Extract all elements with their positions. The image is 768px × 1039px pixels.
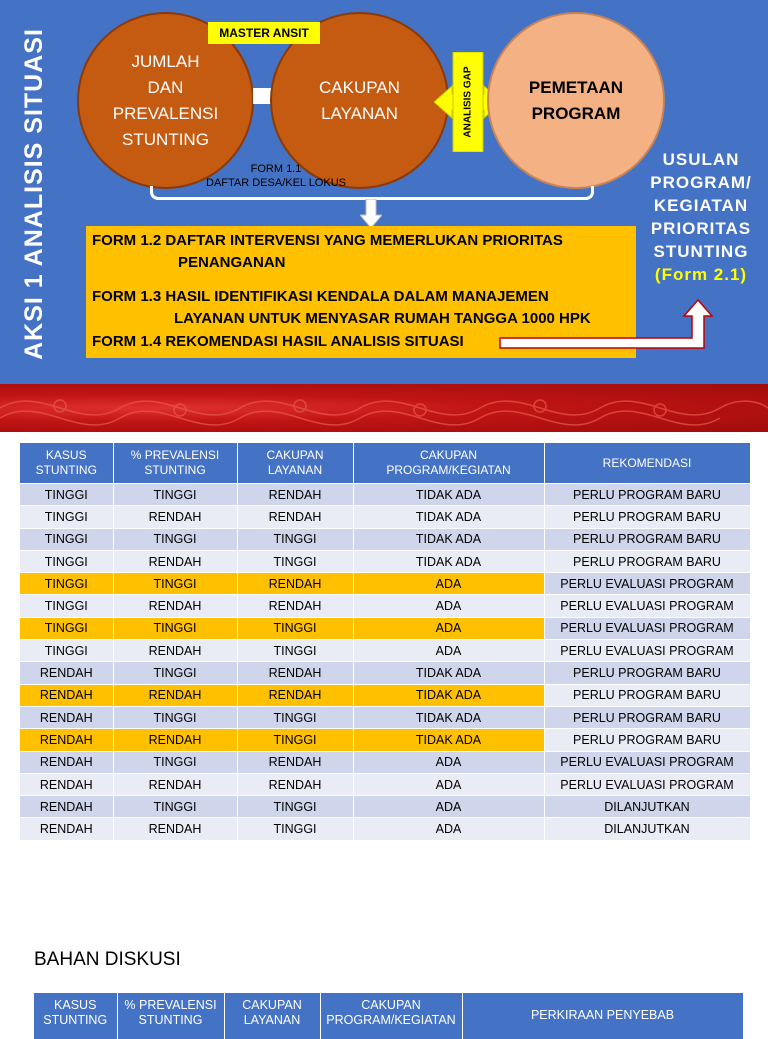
table-cell-kasus: TINGGI [20,640,113,662]
table-cell-kasus: TINGGI [20,484,113,506]
table-cell-kasus: RENDAH [20,751,113,773]
table-cell-kasus: RENDAH [20,706,113,728]
table-row [20,573,750,595]
table-cell-kasus: TINGGI [20,617,113,639]
table1-header-kasus: KASUS STUNTING [20,443,113,484]
table2-header-cakupan-layanan: CAKUPAN LAYANAN [224,993,320,1039]
table-row [20,729,750,751]
table-cell-cakupan-program: TIDAK ADA [353,706,544,728]
table-row [20,484,750,506]
master-ansit-label: MASTER ANSIT [208,22,320,44]
table-cell-kasus: TINGGI [20,595,113,617]
table2-header-penyebab: PERKIRAAN PENYEBAB [462,993,743,1039]
table-cell-rekomendasi: PERLU EVALUASI PROGRAM [544,751,750,773]
table-cell-prevalensi: RENDAH [113,640,237,662]
table-cell-prevalensi: TINGGI [113,528,237,550]
form13-line1: FORM 1.3 HASIL IDENTIFIKASI KENDALA DALAM MANAJEMEN [92,288,549,305]
usulan-form-ref: (Form 2.1) [654,265,748,284]
table-cell-cakupan-layanan: TINGGI [237,729,353,751]
circle-jumlah-label: JUMLAH DAN PREVALENSI STUNTING [112,51,219,149]
table-cell-cakupan-layanan: TINGGI [237,640,353,662]
table-cell-cakupan-program: ADA [353,796,544,818]
usulan-program-label [640,148,762,286]
table-cell-cakupan-program: TIDAK ADA [353,506,544,528]
table-cell-prevalensi: TINGGI [113,706,237,728]
table-cell-prevalensi: TINGGI [113,617,237,639]
table-cell-prevalensi: TINGGI [113,751,237,773]
table-row [20,528,750,550]
table-row [20,796,750,818]
table-cell-cakupan-program: ADA [353,640,544,662]
table-cell-kasus: RENDAH [20,662,113,684]
table-row [20,640,750,662]
side-title: AKSI 1 ANALISIS SITUASI [20,28,48,360]
table2-header-kasus: KASUS STUNTING [34,993,117,1039]
table-cell-kasus: RENDAH [20,796,113,818]
table-row [20,595,750,617]
table-row [20,751,750,773]
form11-subtitle: DAFTAR DESA/KEL LOKUS [206,177,346,189]
table-cell-prevalensi: TINGGI [113,662,237,684]
table-cell-cakupan-program: TIDAK ADA [353,484,544,506]
batik-ornament-band [0,384,768,432]
arrow-down-icon [360,199,382,229]
table-cell-cakupan-program: TIDAK ADA [353,528,544,550]
table-cell-prevalensi: RENDAH [113,729,237,751]
table-row [20,617,750,639]
table-row [20,818,750,840]
table-cell-cakupan-program: ADA [353,573,544,595]
table1-header-row [20,443,750,484]
table-cell-rekomendasi: PERLU PROGRAM BARU [544,528,750,550]
circle-cakupan-label: CAKUPAN LAYANAN [319,77,400,123]
table-cell-kasus: TINGGI [20,506,113,528]
table1-body [20,484,750,840]
table-cell-cakupan-layanan: TINGGI [237,796,353,818]
table-cell-kasus: TINGGI [20,550,113,572]
table-cell-rekomendasi: PERLU PROGRAM BARU [544,506,750,528]
table-cell-cakupan-program: ADA [353,773,544,795]
table1-header-prevalensi: % PREVALENSI STUNTING [113,443,237,484]
table-row [20,684,750,706]
table-cell-rekomendasi: PERLU EVALUASI PROGRAM [544,640,750,662]
table-cell-cakupan-program: ADA [353,751,544,773]
table-cell-prevalensi: RENDAH [113,595,237,617]
table-cell-rekomendasi: PERLU EVALUASI PROGRAM [544,573,750,595]
table1-header-cakupan-program: CAKUPAN PROGRAM/KEGIATAN [353,443,544,484]
form12-line2: PENANGANAN [178,254,286,271]
table-cell-prevalensi: TINGGI [113,484,237,506]
table-cell-cakupan-layanan: TINGGI [237,617,353,639]
discussion-table [34,993,744,1039]
table-cell-cakupan-program: TIDAK ADA [353,550,544,572]
usulan-text: USULAN PROGRAM/ KEGIATAN PRIORITAS STUNTING [650,150,752,261]
table-cell-kasus: RENDAH [20,684,113,706]
table-cell-cakupan-layanan: TINGGI [237,706,353,728]
circle-connector [253,88,271,104]
table-cell-cakupan-program: TIDAK ADA [353,662,544,684]
table-cell-rekomendasi: PERLU PROGRAM BARU [544,484,750,506]
arrow-up-icon [498,296,714,354]
table-row [20,550,750,572]
table1-header-rekomendasi: REKOMENDASI [544,443,750,484]
analisis-gap-label: ANALISIS GAP [462,66,474,138]
form14-line: FORM 1.4 REKOMENDASI HASIL ANALISIS SITUASI [92,333,464,350]
table-cell-cakupan-layanan: TINGGI [237,550,353,572]
table-cell-cakupan-layanan: RENDAH [237,684,353,706]
table-cell-cakupan-program: ADA [353,818,544,840]
table-cell-rekomendasi: PERLU PROGRAM BARU [544,729,750,751]
table-cell-rekomendasi: DILANJUTKAN [544,818,750,840]
table-row [20,706,750,728]
table-cell-cakupan-program: ADA [353,595,544,617]
table-cell-kasus: RENDAH [20,818,113,840]
table-cell-cakupan-layanan: RENDAH [237,773,353,795]
circle-pemetaan-program [487,12,665,189]
table-cell-prevalensi: RENDAH [113,773,237,795]
table-cell-kasus: TINGGI [20,573,113,595]
table-cell-cakupan-layanan: RENDAH [237,506,353,528]
table-cell-prevalensi: TINGGI [113,796,237,818]
table2-header-cakupan-program: CAKUPAN PROGRAM/KEGIATAN [320,993,462,1039]
table-cell-cakupan-program: ADA [353,617,544,639]
slide-panel [0,0,768,384]
table-cell-rekomendasi: DILANJUTKAN [544,796,750,818]
analisis-gap-box [453,52,483,152]
form13-line2: LAYANAN UNTUK MENYASAR RUMAH TANGGA 1000 HPK [174,310,591,327]
table-cell-rekomendasi: PERLU EVALUASI PROGRAM [544,617,750,639]
circle-pemetaan-label: PEMETAAN PROGRAM [528,77,624,123]
table-cell-prevalensi: RENDAH [113,818,237,840]
table-cell-rekomendasi: PERLU PROGRAM BARU [544,706,750,728]
table-cell-cakupan-program: TIDAK ADA [353,729,544,751]
table-cell-prevalensi: RENDAH [113,684,237,706]
table-row [20,506,750,528]
table-row [20,662,750,684]
recommendation-table [20,443,751,840]
grouping-bracket [150,186,594,200]
table-cell-kasus: TINGGI [20,528,113,550]
table-cell-cakupan-layanan: RENDAH [237,662,353,684]
table-cell-cakupan-layanan: RENDAH [237,751,353,773]
table-cell-cakupan-layanan: TINGGI [237,818,353,840]
table-cell-prevalensi: RENDAH [113,506,237,528]
table-cell-rekomendasi: PERLU PROGRAM BARU [544,684,750,706]
table-cell-rekomendasi: PERLU PROGRAM BARU [544,550,750,572]
table-cell-prevalensi: RENDAH [113,550,237,572]
table-cell-cakupan-layanan: TINGGI [237,528,353,550]
table-cell-kasus: RENDAH [20,773,113,795]
table-cell-cakupan-layanan: RENDAH [237,573,353,595]
table2-header-row [34,993,743,1039]
form12-line1: FORM 1.2 DAFTAR INTERVENSI YANG MEMERLUKAN PRIORITAS [92,232,563,249]
table-cell-rekomendasi: PERLU PROGRAM BARU [544,662,750,684]
table-row [20,773,750,795]
table1-header-cakupan-layanan: CAKUPAN LAYANAN [237,443,353,484]
table-cell-cakupan-layanan: RENDAH [237,595,353,617]
form11-title: FORM 1.1 [250,163,302,175]
table-cell-cakupan-layanan: RENDAH [237,484,353,506]
ornament-pattern-icon [0,384,768,432]
table-cell-kasus: RENDAH [20,729,113,751]
table-cell-rekomendasi: PERLU EVALUASI PROGRAM [544,773,750,795]
bahan-diskusi-heading: BAHAN DISKUSI [34,949,181,970]
table-cell-cakupan-program: TIDAK ADA [353,684,544,706]
table-cell-prevalensi: TINGGI [113,573,237,595]
table2-header-prevalensi: % PREVALENSI STUNTING [117,993,224,1039]
table-cell-rekomendasi: PERLU EVALUASI PROGRAM [544,595,750,617]
